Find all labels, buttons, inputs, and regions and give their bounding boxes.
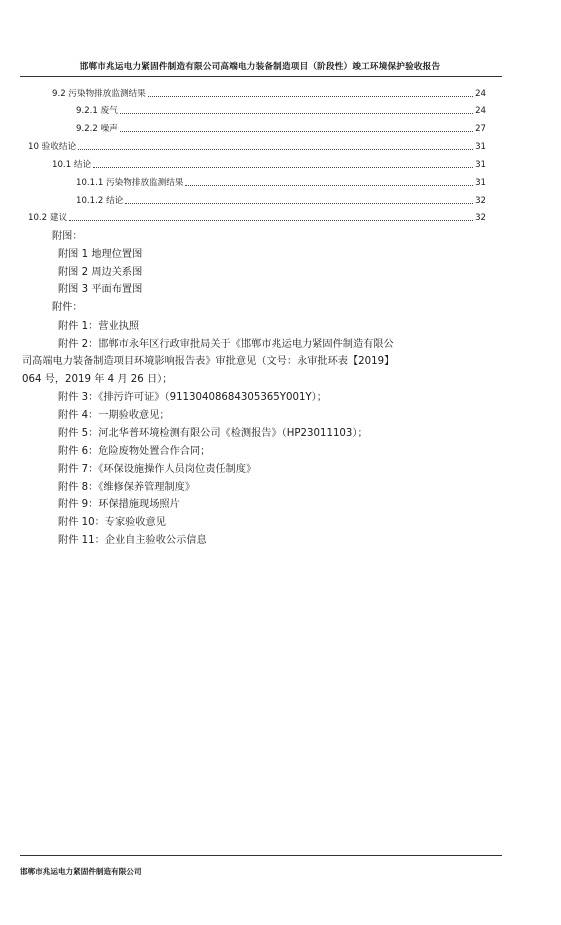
annex-item-7: 附件 7：《环保设施操作人员岗位责任制度》 [58,464,257,475]
toc-entry-title: 10.1.2 结论 [76,196,124,206]
toc-entry[interactable] [52,88,486,100]
annex-item-5: 附件 5：河北华普环境检测有限公司《检测报告》（HP23011103）； [58,428,368,439]
annex-item-6: 附件 6：危险废物处置合作合同； [58,446,211,457]
toc-entry[interactable] [28,212,486,224]
toc-entry-title: 9.2.2 噪声 [76,124,118,134]
toc-leader-dots [120,112,473,114]
toc-leader-dots [78,148,473,150]
figure-item: 附图 1 地理位置图 [58,249,143,260]
toc-entry-page: 24 [475,106,486,116]
toc-entry[interactable] [76,105,486,117]
toc-entry-title: 10 验收结论 [28,142,77,152]
toc-entry-page: 24 [475,89,486,99]
annex-item-9: 附件 9：环保措施现场照片 [58,499,180,510]
page-footer: 邯郸市兆运电力紧固件制造有限公司 [20,867,142,876]
toc-entry-page: 32 [475,213,486,223]
toc-entry-title: 9.2.1 废气 [76,106,118,116]
toc-entry-page: 27 [475,124,486,134]
toc-entry-title: 10.1 结论 [52,160,92,170]
annex-item-2-line1: 附件 2：邯郸市永年区行政审批局关于《邯郸市兆运电力紧固件制造有限公 [58,339,394,350]
toc-entry[interactable] [76,123,486,135]
toc-entry-title: 10.2 建议 [28,213,68,223]
annex-item-1: 附件 1：营业执照 [58,321,140,332]
header-rule [20,76,502,77]
toc-leader-dots [120,130,473,132]
toc-entry[interactable] [76,177,486,189]
toc-entry-title: 10.1.1 污染物排放监测结果 [76,178,184,188]
annex-item-11: 附件 11：企业自主验收公示信息 [58,535,207,546]
toc-entry[interactable] [76,195,486,207]
annex-item-4: 附件 4：一期验收意见； [58,410,170,421]
annex-item-3: 附件 3：《排污许可证》（91130408684305365Y001Y）； [58,392,327,403]
toc-leader-dots [185,184,473,186]
toc-entry[interactable] [52,159,486,171]
annex-item-10: 附件 10：专家验收意见 [58,517,166,528]
annex-heading: 附件： [52,302,83,313]
toc-leader-dots [148,95,473,97]
toc-leader-dots [125,202,473,204]
figure-item: 附图 3 平面布置图 [58,284,143,295]
footer-rule [20,855,502,856]
figures-heading: 附图： [52,231,83,242]
toc-entry[interactable] [28,141,486,153]
annex-item-8: 附件 8：《维修保养管理制度》 [58,482,196,493]
toc-entry-title: 9.2 污染物排放监测结果 [52,89,146,99]
annex-item-2-line3: 064 号，2019 年 4 月 26 日）； [22,374,173,385]
toc-leader-dots [93,166,473,168]
toc-entry-page: 31 [475,178,486,188]
toc-entry-page: 31 [475,160,486,170]
toc-entry-page: 32 [475,196,486,206]
annex-item-2-line2: 司高端电力装备制造项目环境影响报告表》审批意见（文号：永审批环表【2019】 [22,356,395,367]
toc-leader-dots [69,219,473,221]
page-header: 邯郸市兆运电力紧固件制造有限公司高端电力装备制造项目（阶段性）竣工环境保护验收报告 [79,62,441,72]
toc-entry-page: 31 [475,142,486,152]
figure-item: 附图 2 周边关系图 [58,267,143,278]
